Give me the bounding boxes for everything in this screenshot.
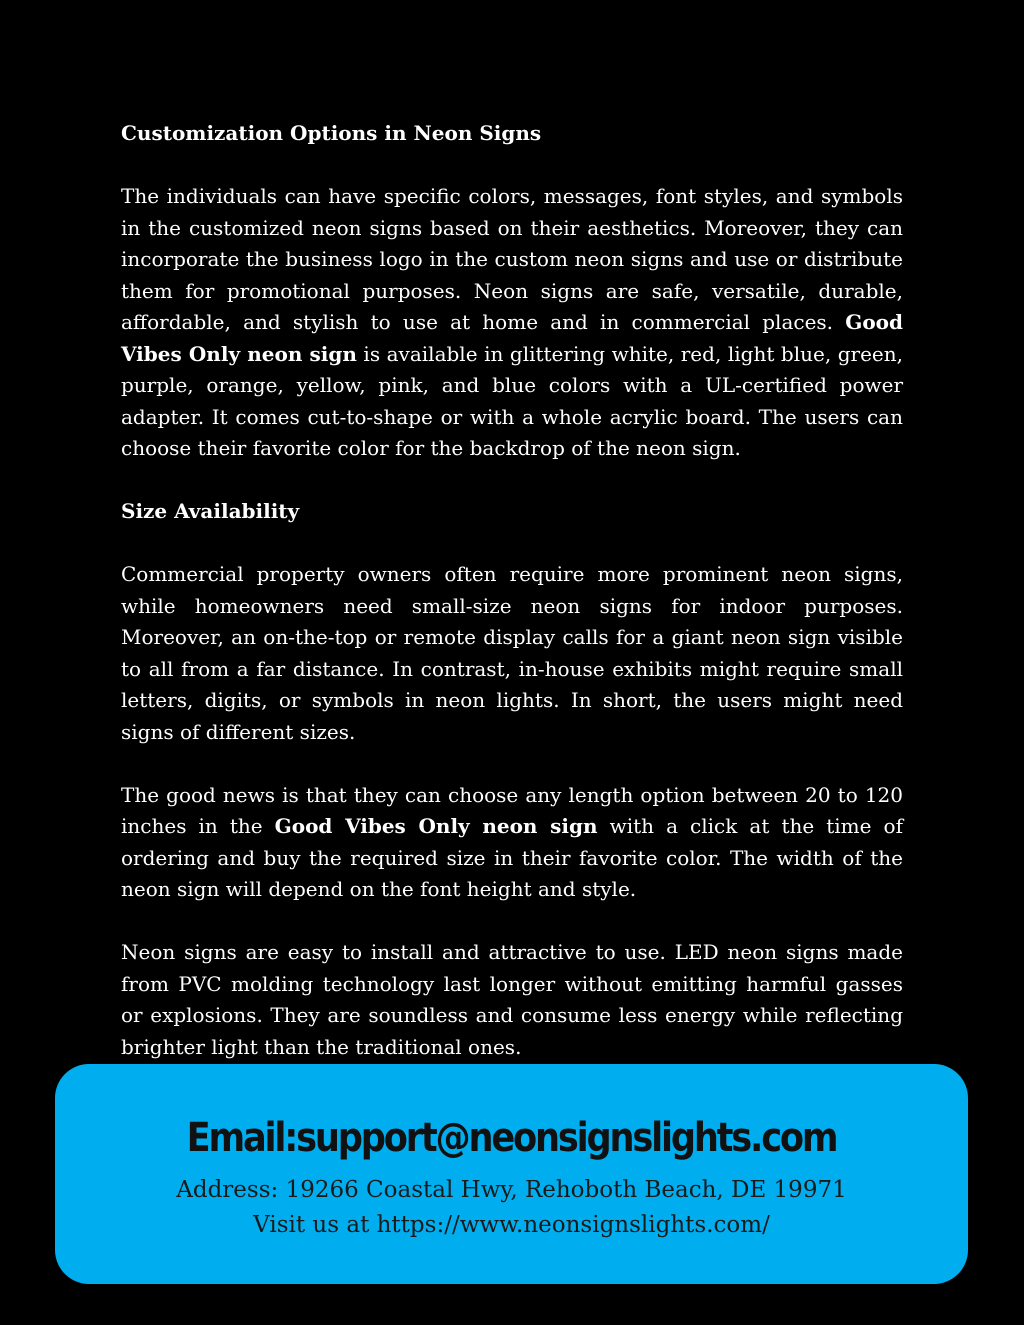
contact-address: Address: 19266 Coastal Hwy, Rehoboth Beach, DE 19971 bbox=[176, 1177, 847, 1203]
size-paragraph-2 bbox=[121, 780, 903, 906]
contact-email[interactable]: Email:support@neonsignslights.com bbox=[186, 1115, 837, 1161]
spacer bbox=[121, 906, 903, 938]
product-name-bold: Good Vibes Only neon sign bbox=[274, 814, 598, 838]
product-name-bold: Good Vibes Only neon sign bbox=[121, 310, 903, 366]
customization-paragraph bbox=[121, 181, 903, 465]
spacer bbox=[121, 465, 903, 497]
size-heading: Size Availability bbox=[121, 499, 300, 523]
size-text-b: with a click at the time of ordering and buy the required size in their favorite color. The width of the neon sign will depend on the font height and style. bbox=[121, 814, 903, 901]
article-body bbox=[121, 118, 903, 1063]
contact-website[interactable]: Visit us at https://www.neonsignslights.com/ bbox=[253, 1212, 770, 1238]
size-paragraph-3: Neon signs are easy to install and attractive to use. LED neon signs made from PVC molding technology last longer without emitting harmful gasses or explosions. They are soundless and consume less energy while reflecting brighter light than the traditional ones. bbox=[121, 940, 903, 1059]
spacer bbox=[121, 150, 903, 182]
customization-text-b: is available in glittering white, red, light blue, green, purple, orange, yellow, pink, and blue colors with a UL-certified power adapter. It comes cut-to-shape or with a whole acrylic board. The users can choose their favorite color for the backdrop of the neon sign. bbox=[121, 341, 903, 460]
contact-box bbox=[55, 1064, 968, 1284]
spacer bbox=[121, 528, 903, 560]
size-paragraph-1: Commercial property owners often require more prominent neon signs, while homeowners need small-size neon signs for indoor purposes. Moreover, an on-the-top or remote display calls for a giant neon sign visible to all from a far distance. In contrast, in-house exhibits might require small letters, digits, or symbols in neon lights. In short, the users might need signs of different sizes. bbox=[121, 562, 903, 744]
spacer bbox=[121, 748, 903, 780]
customization-heading: Customization Options in Neon Signs bbox=[121, 121, 542, 145]
size-text-a: The good news is that they can choose any length option between 20 to 120 inches in the bbox=[121, 782, 903, 838]
customization-text-a: The individuals can have specific colors, messages, font styles, and symbols in the customized neon signs based on their aesthetics. Moreover, they can incorporate the business logo in the custom neon signs and use or distribute them for promotional purposes. Neon signs are safe, versatile, durable, affordable, and stylish to use at home and in commercial places. bbox=[121, 184, 903, 334]
